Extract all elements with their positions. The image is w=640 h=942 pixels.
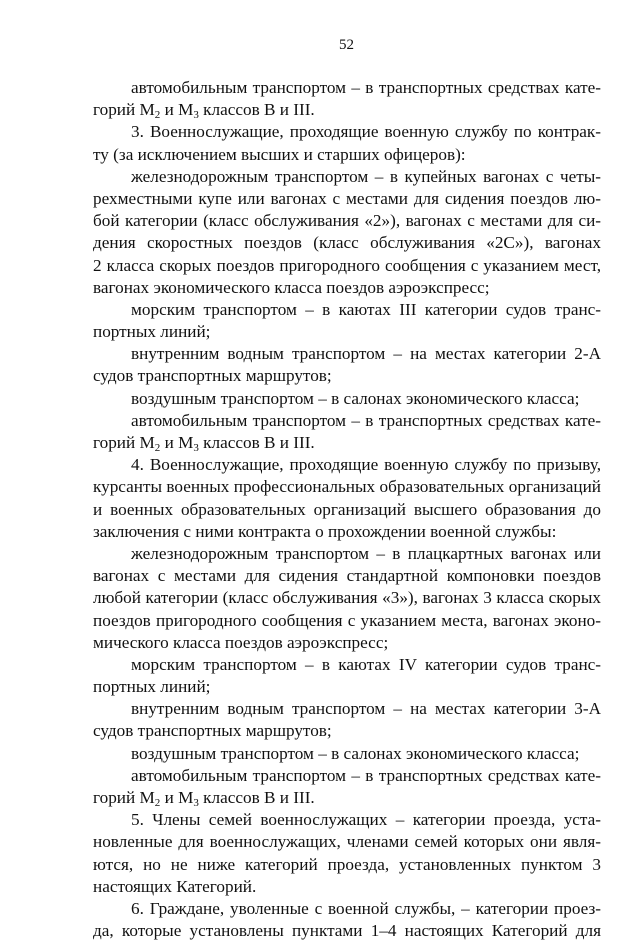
- text-line: [93, 299, 601, 321]
- text-line: [93, 720, 601, 742]
- text-segment: да, которые установлены пунктами 1–4 настоящих Категорий для: [93, 921, 601, 941]
- text-segment: настоящих Категорий.: [93, 876, 257, 896]
- text-line: [93, 499, 601, 521]
- text-segment: мического класса поездов аэроэкспресс;: [93, 632, 389, 652]
- text-line: [93, 77, 601, 99]
- text-segment: и M: [160, 100, 194, 120]
- text-segment: 2 класса скорых поездов пригородного сообщения с указанием мест,: [93, 255, 601, 275]
- text-segment: бой категории (класс обслуживания «2»), вагонах с местами для си-: [93, 211, 601, 231]
- text-line: [93, 521, 601, 543]
- subscript: 2: [154, 797, 161, 809]
- text-line: [93, 255, 601, 277]
- text-segment: горий M: [93, 100, 155, 120]
- text-segment: заключения с ними контракта о прохождении военной службы:: [93, 521, 557, 541]
- text-line: [93, 854, 601, 876]
- text-line: [93, 698, 601, 720]
- text-segment: внутренним водным транспортом – на местах категории 2-А: [131, 344, 601, 364]
- text-segment: железнодорожным транспортом – в плацкартных вагонах или: [131, 543, 601, 563]
- text-line: [93, 121, 601, 143]
- text-segment: классов B и III.: [198, 100, 315, 120]
- text-segment: рехместными купе или вагонах с местами для сидения поездов лю-: [93, 188, 601, 208]
- text-line: [93, 831, 601, 853]
- text-segment: 5. Члены семей военнослужащих – категории проезда, уста-: [131, 810, 601, 830]
- text-line: [93, 787, 601, 809]
- text-line: [93, 321, 601, 343]
- text-segment: и M: [160, 788, 194, 807]
- text-segment: поездов пригородного сообщения с указанием места, вагонах эконо-: [93, 610, 601, 630]
- text-line: [93, 99, 601, 121]
- text-line: [93, 898, 601, 920]
- text-line: [93, 277, 601, 299]
- text-line: [93, 232, 601, 254]
- text-segment: портных линий;: [93, 677, 211, 697]
- text-line: [93, 210, 601, 232]
- text-segment: воздушным транспортом – в салонах экономического класса;: [131, 743, 580, 763]
- text-line: [93, 454, 601, 476]
- text-segment: любой категории (класс обслуживания «3»), вагонах 3 класса скорых: [93, 588, 601, 608]
- subscript: 3: [193, 797, 199, 809]
- subscript: 2: [154, 109, 161, 122]
- text-line: [93, 676, 601, 698]
- text-segment: судов транспортных маршрутов;: [93, 366, 332, 386]
- text-segment: 6. Граждане, уволенные с военной службы, – категории проез-: [131, 898, 601, 918]
- text-line: [93, 876, 601, 898]
- text-segment: морским транспортом – в каютах IV категории судов транс-: [131, 654, 601, 674]
- text-segment: 4. Военнослужащие, проходящие военную службу по призыву,: [131, 455, 601, 475]
- text-segment: курсанты военных профессиональных образовательных организаций: [93, 477, 601, 497]
- text-line: [93, 809, 601, 831]
- text-segment: новленные для военнослужащих, членами семей которых они явля-: [93, 832, 601, 852]
- text-segment: автомобильным транспортом – в транспортных средствах кате-: [131, 410, 601, 430]
- text-segment: воздушным транспортом – в салонах экономического класса;: [131, 388, 580, 408]
- text-line: [93, 765, 601, 787]
- text-line: [93, 610, 601, 632]
- subscript: 3: [193, 442, 199, 454]
- text-segment: портных линий;: [93, 322, 211, 342]
- text-segment: железнодорожным транспортом – в купейных вагонах с четы-: [131, 166, 601, 186]
- text-segment: автомобильным транспортом – в транспортных средствах кате-: [131, 765, 601, 785]
- text-line: [93, 654, 601, 676]
- text-line: [93, 587, 601, 609]
- text-segment: ются, но не ниже категорий проезда, установленных пунктом 3: [93, 854, 601, 874]
- text-segment: классов B и III.: [198, 433, 315, 452]
- subscript: 2: [154, 442, 161, 454]
- text-line: [93, 743, 601, 765]
- text-line: [93, 432, 601, 454]
- text-segment: ту (за исключением высших и старших офицеров):: [93, 144, 466, 164]
- text-segment: горий M: [93, 433, 155, 452]
- text-line: [93, 543, 601, 565]
- text-segment: и военных образовательных организаций высшего образования до: [93, 499, 601, 519]
- page-number: 52: [339, 37, 354, 53]
- text-segment: вагонах с местами для сидения стандартной компоновки поездов: [93, 566, 601, 586]
- text-line: [93, 632, 601, 654]
- document-body: [93, 77, 600, 942]
- text-segment: и M: [160, 433, 194, 452]
- text-segment: горий M: [93, 788, 155, 807]
- text-segment: судов транспортных маршрутов;: [93, 721, 332, 741]
- text-segment: вагонах экономического класса поездов аэроэкспресс;: [93, 277, 490, 297]
- text-line: [93, 565, 601, 587]
- text-line: [93, 188, 601, 210]
- text-segment: морским транспортом – в каютах III категории судов транс-: [131, 299, 601, 319]
- subscript: 3: [193, 109, 199, 122]
- text-segment: дения скоростных поездов (класс обслуживания «2С»), вагонах: [93, 233, 601, 253]
- text-line: [93, 365, 601, 387]
- text-segment: 3. Военнослужащие, проходящие военную службу по контрак-: [131, 122, 601, 142]
- text-line: [93, 476, 601, 498]
- text-segment: классов B и III.: [198, 788, 315, 807]
- text-line: [93, 410, 601, 432]
- text-line: [93, 343, 601, 365]
- text-line: [93, 144, 601, 166]
- text-segment: автомобильным транспортом – в транспортных средствах кате-: [131, 78, 601, 97]
- text-line: [93, 920, 601, 942]
- text-line: [93, 388, 601, 410]
- text-segment: внутренним водным транспортом – на местах категории 3-А: [131, 699, 601, 719]
- text-line: [93, 166, 601, 188]
